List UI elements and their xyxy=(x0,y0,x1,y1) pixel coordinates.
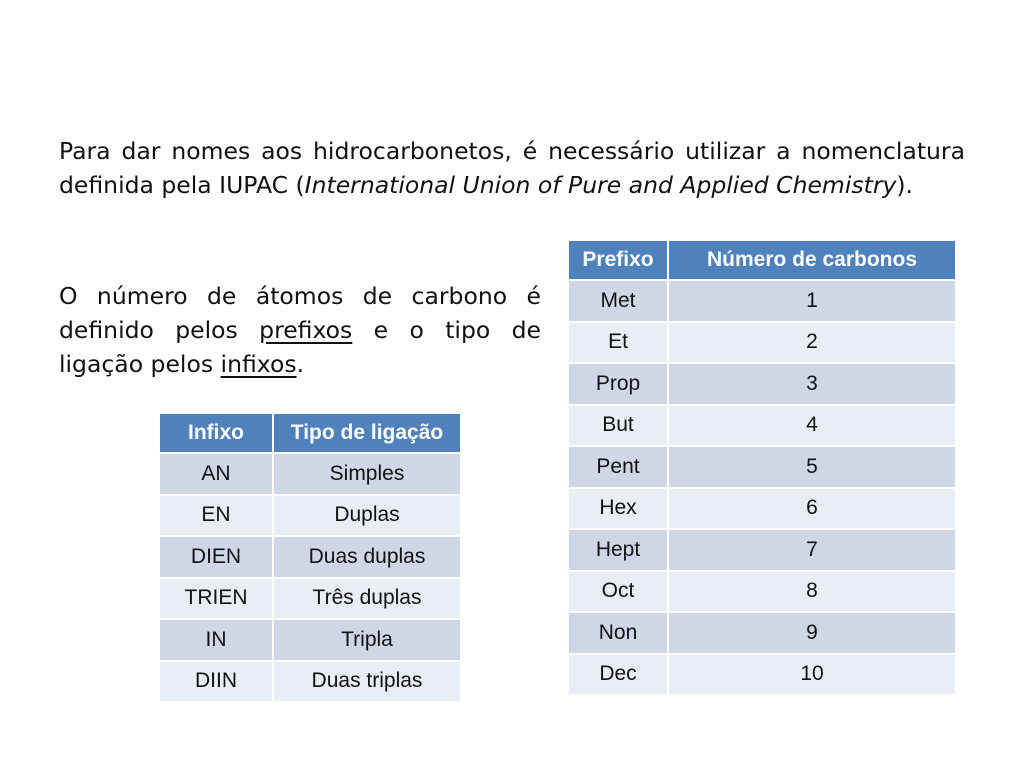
prefix-cell: Oct xyxy=(569,572,667,612)
prefix-header-prefixo: Prefixo xyxy=(569,241,667,279)
carbon-text-1: O número de átomos de carbono é definido pelos xyxy=(59,282,541,344)
bond-type-cell: Tripla xyxy=(274,620,460,660)
prefix-cell: But xyxy=(569,406,667,446)
prefix-cell: Dec xyxy=(569,655,667,695)
table-row xyxy=(569,323,955,363)
prefix-cell: Prop xyxy=(569,364,667,404)
prefixos-word: prefixos xyxy=(259,316,353,344)
infix-cell: IN xyxy=(160,620,272,660)
infixos-word: infixos xyxy=(220,350,297,378)
prefix-table-header-row xyxy=(569,241,955,279)
infix-table xyxy=(158,412,462,703)
infix-cell: DIEN xyxy=(160,537,272,577)
table-row xyxy=(160,662,460,702)
infix-header-tipo: Tipo de ligação xyxy=(274,414,460,452)
table-row xyxy=(569,655,955,695)
table-row xyxy=(569,447,955,487)
table-row xyxy=(160,579,460,619)
infix-cell: TRIEN xyxy=(160,579,272,619)
table-row xyxy=(160,454,460,494)
prefix-header-numero: Número de carbonos xyxy=(669,241,955,279)
carbon-count-cell: 8 xyxy=(669,572,955,612)
iupac-full-name: International Union of Pure and Applied Chemistry xyxy=(304,171,897,199)
prefix-cell: Hex xyxy=(569,489,667,529)
intro-paragraph xyxy=(59,134,965,202)
intro-text-a: Para dar nomes aos hidrocarbonetos, é necessário utilizar a nomenclatura definida pela IUPAC ( xyxy=(59,137,965,199)
prefix-cell: Non xyxy=(569,613,667,653)
carbon-count-cell: 5 xyxy=(669,447,955,487)
bond-type-cell: Duas duplas xyxy=(274,537,460,577)
carbon-count-cell: 10 xyxy=(669,655,955,695)
carbon-count-cell: 9 xyxy=(669,613,955,653)
infix-cell: EN xyxy=(160,496,272,536)
prefix-cell: Met xyxy=(569,281,667,321)
bond-type-cell: Duplas xyxy=(274,496,460,536)
prefix-cell: Pent xyxy=(569,447,667,487)
table-row xyxy=(160,620,460,660)
table-row xyxy=(160,537,460,577)
table-row xyxy=(160,496,460,536)
table-row xyxy=(569,572,955,612)
prefix-cell: Et xyxy=(569,323,667,363)
intro-text-b: ). xyxy=(896,171,914,199)
carbon-count-cell: 3 xyxy=(669,364,955,404)
infix-header-infixo: Infixo xyxy=(160,414,272,452)
bond-type-cell: Três duplas xyxy=(274,579,460,619)
table-row xyxy=(569,489,955,529)
carbon-paragraph xyxy=(59,279,541,381)
prefix-table xyxy=(567,239,957,696)
table-row xyxy=(569,364,955,404)
carbon-count-cell: 4 xyxy=(669,406,955,446)
table-row xyxy=(569,281,955,321)
infix-cell: AN xyxy=(160,454,272,494)
table-row xyxy=(569,613,955,653)
carbon-count-cell: 6 xyxy=(669,489,955,529)
carbon-count-cell: 1 xyxy=(669,281,955,321)
infix-table-header-row xyxy=(160,414,460,452)
carbon-count-cell: 2 xyxy=(669,323,955,363)
carbon-text-3: . xyxy=(296,350,305,378)
carbon-count-cell: 7 xyxy=(669,530,955,570)
prefix-cell: Hept xyxy=(569,530,667,570)
table-row xyxy=(569,530,955,570)
infix-cell: DIIN xyxy=(160,662,272,702)
table-row xyxy=(569,406,955,446)
bond-type-cell: Duas triplas xyxy=(274,662,460,702)
bond-type-cell: Simples xyxy=(274,454,460,494)
carbon-text-2: e o tipo de ligação pelos xyxy=(59,316,541,378)
